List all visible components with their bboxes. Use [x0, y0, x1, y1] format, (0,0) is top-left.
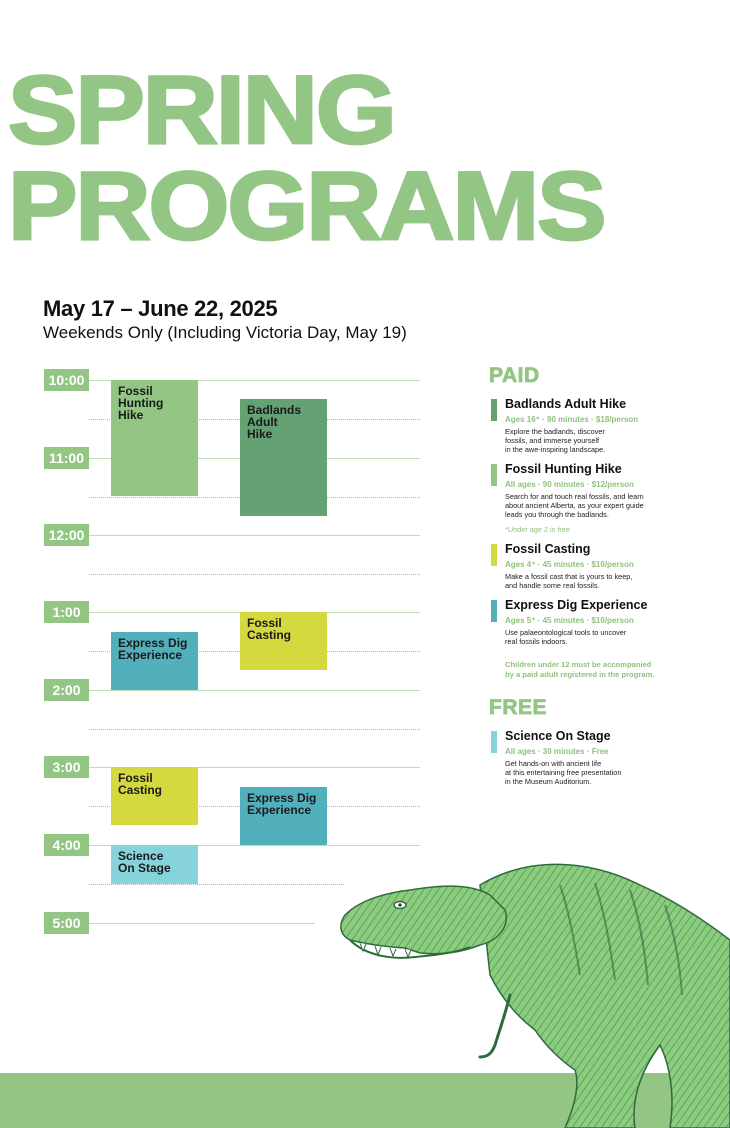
- program-description: Make a fossil cast that is yours to keep, and handle some real fossils.: [505, 572, 633, 590]
- program-meta: Ages 16⁺ · 90 minutes · $18/person: [505, 415, 639, 424]
- program-name: Express Dig Experience: [505, 598, 648, 612]
- program-science-on-stage: [489, 729, 724, 786]
- program-fossil-casting: [489, 542, 724, 590]
- color-swatch: [491, 464, 497, 486]
- program-meta: All ages · 30 minutes · Free: [505, 747, 609, 756]
- program-name: Science On Stage: [505, 729, 611, 743]
- schedule-subtitle: Weekends Only (Including Victoria Day, May 19): [43, 323, 407, 342]
- time-label: 12:00: [44, 524, 89, 546]
- program-meta: Ages 4⁺ · 45 minutes · $10/person: [505, 560, 634, 569]
- paid-heading: PAID: [489, 364, 540, 387]
- time-label: 5:00: [44, 912, 89, 934]
- schedule-block-fossil-hunting-hike: Fossil Hunting Hike: [111, 380, 198, 496]
- time-label: 1:00: [44, 601, 89, 623]
- program-name: Badlands Adult Hike: [505, 397, 627, 411]
- color-swatch: [491, 600, 497, 622]
- accompaniment-note: Children under 12 must be accompanied by a paid adult registered in the program.: [505, 660, 655, 679]
- schedule-block-express-dig: Express Dig Experience: [240, 787, 327, 845]
- program-express-dig-experience: [489, 598, 724, 646]
- free-heading: FREE: [489, 696, 548, 719]
- program-meta: All ages · 90 minutes · $12/person: [505, 480, 634, 489]
- program-description: Get hands-on with ancient life at this entertaining free presentation in the Museum Auditorium.: [505, 759, 622, 786]
- time-label: 2:00: [44, 679, 89, 701]
- dinosaur-illustration: [330, 845, 730, 1128]
- program-name: Fossil Hunting Hike: [505, 462, 622, 476]
- time-label: 11:00: [44, 447, 89, 469]
- title-programs: PROGRAMS: [8, 152, 605, 261]
- color-swatch: [491, 399, 497, 421]
- program-description: Explore the badlands, discover fossils, and immerse yourself in the awe-inspiring landscape.: [505, 427, 606, 454]
- title-spring: SPRING: [8, 56, 395, 165]
- program-badlands-adult-hike: [489, 397, 724, 454]
- program-name: Fossil Casting: [505, 542, 591, 556]
- program-description: Search for and touch real fossils, and learn about ancient Alberta, as your expert guide leads you through the badlands.: [505, 492, 644, 519]
- under-2-note: *Under age 2 is free: [505, 525, 570, 534]
- schedule-block-fossil-casting: Fossil Casting: [240, 612, 327, 670]
- schedule-block-badlands-adult-hike: Badlands Adult Hike: [240, 399, 327, 516]
- schedule-block-fossil-casting: Fossil Casting: [111, 767, 198, 825]
- color-swatch: [491, 731, 497, 753]
- time-label: 3:00: [44, 756, 89, 778]
- color-swatch: [491, 544, 497, 566]
- time-label: 4:00: [44, 834, 89, 856]
- program-description: Use palaeontological tools to uncover real fossils indoors.: [505, 628, 627, 646]
- program-meta: Ages 5⁺ · 45 minutes · $10/person: [505, 616, 634, 625]
- schedule-block-express-dig: Express Dig Experience: [111, 632, 198, 690]
- program-legend: [489, 364, 724, 786]
- date-range: May 17 – June 22, 2025: [43, 296, 278, 321]
- schedule-block-science-on-stage: Science On Stage: [111, 845, 198, 884]
- program-fossil-hunting-hike: [489, 462, 724, 534]
- time-label: 10:00: [44, 369, 89, 391]
